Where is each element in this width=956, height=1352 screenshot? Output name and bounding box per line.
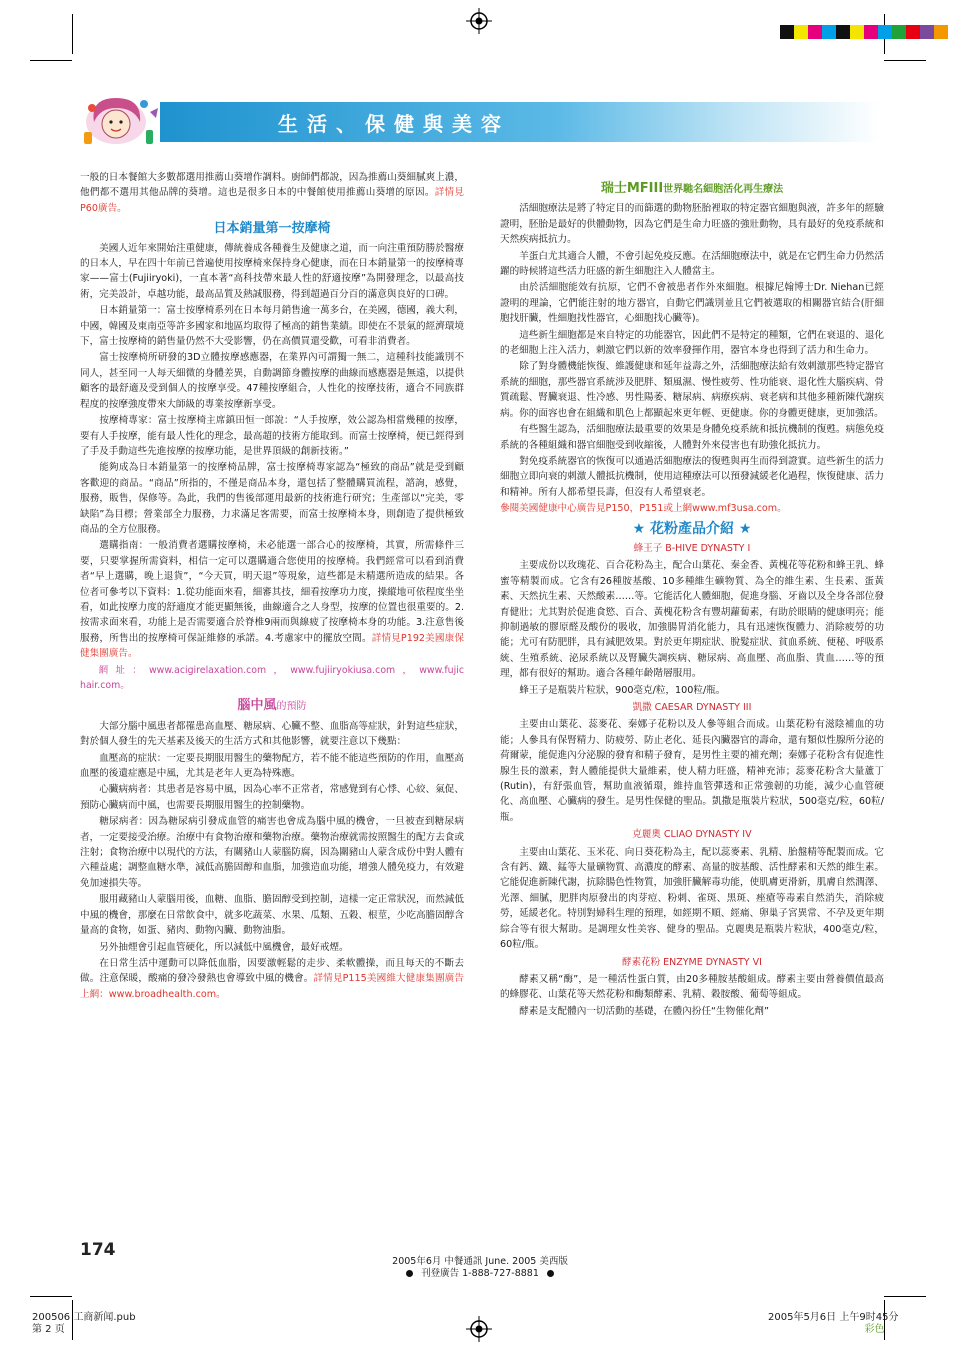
header-band	[160, 102, 880, 142]
heading-main: 腦中風	[237, 698, 277, 714]
paragraph: 糖尿病者：因為糖尿病引發成血管的痛害也會成為腦中風的機會，一旦被查到糖尿病者，一定要接受治療。治療中有食物治療和藥物治療。藥物治療就需按照醫生的配方去食或注射；食物治療中以現代的方法，有關豬山人蒙腦防腐，因為關豬山人蒙含成份中對人體有六種益處；調整血糖水準，減低高膽固醇和血脂，加強造血功能，增強人體免疫力，有效避免加速損失等。	[80, 816, 464, 889]
right-column	[500, 176, 884, 1020]
paragraph-text: 在日常生活中運動可以降低血脂，因要激輕鬆的走步、柔軟體操，而且每天的不斷去做。注意保暖，酸痛的發冷發熱也會導致中風的機會。	[80, 957, 464, 985]
crop-mark	[884, 60, 926, 61]
color-swatch	[780, 25, 794, 39]
color-swatch	[794, 25, 808, 39]
product-title: 蜂王子 B-HIVE DYNASTY I	[633, 542, 751, 554]
stroke-prevention-body	[80, 719, 464, 1002]
paragraph: 心臟病病者：其患者是容易中風，因為心率不正常者，常感覺到有心悸、心絞、氣促、預防心臟病而中風，也需要長期服用醫生的控制藥物。	[80, 784, 464, 811]
product-title: 克麗奧 CLIAO DYNASTY IV	[632, 829, 752, 841]
cell-therapy-reference-link[interactable]: 參閱美國健康中心廣告見P150，P151或上網www.mf3usa.com。	[500, 503, 787, 515]
stroke-reference-link[interactable]: 詳情見P115美國維大健康集團廣告上網：www.broadhealth.com。	[80, 973, 464, 1000]
file-page: 第 2 页	[32, 1324, 65, 1335]
paragraph-text: 選購指南：一般消費者選購按摩椅，未必能選一部合心的按摩椅，其實，所需條件三要，只要掌握所需資料，相信一定可以選購適合您使用的按摩椅。我們經常可以看到消費者“早上選購，晚上退貨”，“今天買，明天退”等現象，這些都是未精選所造成的結果。各位者可參考以下資料：1.從功能面來看，細審其技，細看按摩功力度，操縱地可依程度坐坐看，如此按摩力度的舒適度才能更顯無後，曲線適合之人身型，按摩的位置也很重要的。2.按需求面來看，功能上是否需要適合於脊椎9兩而與線疲了按摩椅本身的功能。3.注意售後服務，所售出的按摩椅可保証維修的承諾。4.考慮家中的擺放空間。	[80, 540, 464, 644]
paragraph: 蜂王子是瓶裝片粒狀，900毫克/粒，100粒/瓶。	[519, 684, 726, 696]
paragraph: 酵素是支配體內一切活動的基礎，在體內扮任“生物催化劑”	[519, 1005, 769, 1017]
stroke-prevention-heading	[80, 698, 464, 714]
paragraph: 另外抽煙會引起血管硬化，所以減低中風機會，最好戒煙。	[99, 941, 349, 953]
paragraph: 主要由山葉花、玉米花、向日葵花粉為主，配以蕊麥素、乳精、胎盤精等配製而成。它含有鈣、鐵、錳等大量礦物質、高濃度的酵素、高量的胺基酸、活性酵素和天然的維生素。它能促進新陳代謝，抗除腸色性物質，加強肝臟解毒功能，使肌膚更滑新，肌膚自然潤澤、光澤、細膩，肥胖肉原發出的肉芽痘、粉刺、雀斑、黑斑、痤瘡等毒素自然消失，消除疲勞，延緩老化。特別對婦科生理的預理，如經期不順、經痛、卵巢子宮異常、不孕及更年期綜合等有很大幫助。是調理女性美容、健身的聖品。克麗奧是瓶裝片粒狀，400毫克/粒，60粒/瓶。	[500, 846, 884, 951]
crop-mark	[30, 1296, 72, 1297]
intro-paragraph	[80, 170, 464, 216]
paragraph: 有些醫生認為，活細胞療法最重要的效果是身體免疫系統和抵抗機制的復甦。病態免疫系統的各種組織和器官細胞受到收縮後，人體對外來侵害也有助強化抵抗力。	[500, 424, 884, 451]
paragraph: 對免疫系統器官的恢復可以通過活細胞療法的復甦與再生而得到證實。這些新生的活力細胞立即向衰的刺激人體抵抗機制，使用這種療法可以預發減緩老化過程，恢復健康、活力和精神。所有人都希望長壽，但沒有人希望衰老。	[500, 455, 884, 498]
cell-therapy-body	[500, 201, 884, 516]
registration-mark-icon	[466, 1316, 492, 1342]
paragraph: 能夠成為日本銷量第一的按摩椅品牌，富士按摩椅專家認為“極致的商品”就是受到顧客歡迎的商品。“商品”所指的，不僅是商品本身，還包括了整體購買流程，諮詢，感覺，服務，販售，保修等。為此，我們的售後部運用最新的技術進行研究；生產部以“完美，零缺陷”為目標；營業部全力服務，力求滿足客需要，而富士按摩椅本身，則創造了提供極致商品的全方位服務。	[80, 462, 464, 535]
paragraph: 除了對身體機能恢復、維護健康和延年益壽之外，活細胞療法給有效刺激那些特定器官系統的細胞，那些器官系統涉及肥胖、類風濕、慢性疲勞、性功能衰、退化性大腦疾病、骨質疏鬆、腎臟衰退、性冷感、男性陽萎、糖尿病、病療疾病、衰老病和其他多種新陳代謝疾病。你的面容也會在組織和肌色上都顯起來更年輕、更健康。你的身體更健康，更加強活。	[500, 361, 884, 419]
product-title: 酵素花粉 ENZYME DYNASTY VI	[622, 956, 762, 968]
paragraph: 主要由山葉花、蕊麥花、秦娜子花粉以及人參等組合而成。山葉花粉有滋陰補血的功能；人參具有保腎精力、防疲勞、防止老化、延長內臟器官的壽命，還有類似性腺所分泌的荷爾蒙，能促進內分泌腺的發育和精子發育，是男性主要的補充劑；秦娜子花粉含有促進性腺生長的激素，對人體能提供大量維素，使人精力旺盛，精神充沛；蕊麥花粉含大量蘆丁(Rutin)，有舒張血管，幫助血液循環，維持血管彈透和正常強韌的功能，減少心血管硬化、高血壓、心臟病的發生。是男性保健的聖品。凱撒是瓶裝片粒狀，500毫克/粒，60粒/瓶。	[500, 719, 884, 823]
heading-main: 瑞士MFIII	[600, 181, 664, 196]
color-swatch	[892, 25, 906, 39]
paragraph: 這些新生細胞都是來自特定的功能器官，因此們不是特定的種類，它們在衰退的、退化的老細胞上注入活力，刺激它們以新的效率發揮作用，器官本身也得到了活力和生命力。	[500, 329, 884, 357]
color-swatch	[808, 25, 822, 39]
file-name: 200506 工商新闻.pub	[32, 1312, 136, 1323]
timestamp: 2005年5月6日 上午9时45分	[768, 1312, 899, 1323]
pollen-products-heading	[500, 522, 884, 537]
bullet-icon	[406, 1270, 413, 1277]
publication-footer	[320, 1256, 640, 1280]
color-swatch	[836, 25, 850, 39]
paragraph: 酵素又稱“酶”，是一種活性蛋白質，由20多種胺基酸組成。酵素主要由營養價值最高的蜂膠花、山葉花等天然花粉和酶類酵素、乳精、穀胺酸、葡萄等組成。	[500, 973, 884, 1001]
intro-reference: 詳情見P60廣告。	[80, 187, 465, 214]
crop-mark	[30, 60, 72, 61]
color-swatch	[878, 25, 892, 39]
heading-sub: 世界馳名細胞活化再生療法	[663, 184, 784, 195]
heading-main: 花粉產品介紹	[650, 520, 734, 537]
color-swatch	[822, 25, 836, 39]
color-swatch	[850, 25, 864, 39]
color-swatch	[906, 25, 920, 39]
paragraph: 由於活細胞能效有抗原，它們不會被患者作外來細胞。根據尼翰博士Dr. Niehan已經證明的理論，它們能注射的地方器官，自動它們識別並且它們被選取的相關器官結合(肝細胞找肝臟，性細胞找性器官，心細胞找心臟等)。	[500, 282, 884, 325]
color-swatch	[934, 25, 948, 39]
heading-sub: 的預防	[276, 701, 307, 713]
paragraph: 血壓高的症狀：一定要長期服用醫生的藥物配方，若不能不能這些預防的作用，血壓高血壓的後遺症應是中風，尤其是老年人更為特殊應。	[80, 752, 464, 780]
section-title: 生活、保健與美容	[278, 112, 510, 136]
section-header	[80, 92, 880, 152]
paragraph: 大部分腦中風患者都罹患高血壓、糖尿病、心臟不整、血脂高等症狀，針對這些症狀，對於個人發生的先天基素及後天的生活方式和其他影響，就要注意以下幾點：	[80, 720, 464, 748]
advertising-line	[320, 1268, 640, 1280]
publication-line: 2005年6月 中餐通訊 June. 2005 美西版	[392, 1256, 568, 1267]
bullet-icon	[547, 1270, 554, 1277]
color-bar	[780, 25, 948, 39]
massage-chair-body	[80, 241, 464, 694]
paragraph: 按摩椅專家：富士按摩椅主席鎮田恒一郎說：“人手按摩，效公認為相當幾種的按摩，要有人手按摩，能有最人性化的理念，最高超的技術方能取到。而富士按摩椅，便已經得到了手及手動這些先進按摩的按摩功能，是世界頂級的創新技術。”	[80, 415, 464, 457]
advertising-text: 刊登廣告 1-888-727-8881	[421, 1268, 539, 1279]
paragraph: 羊蛋白尤其適合人體，不會引起免疫反應。在活細胞療法中，就是在它們生命力仍然活躍的時候將這些活力旺盛的新生細胞注入人體當主。	[500, 250, 884, 278]
intro-text: 一般的日本餐館大多數都選用推薦山葵增作調料。廚師們都說，因為推薦山葵細膩爽上濃，他們都不選用其他品牌的葵增。這也是很多日本的中餐館使用推薦山葵增的原因。	[80, 172, 464, 199]
crop-mark	[884, 1296, 926, 1297]
color-label: 彩色	[864, 1324, 885, 1335]
cell-therapy-heading	[500, 181, 884, 197]
massage-chair-heading: 日本銷量第一按摩椅	[213, 221, 331, 237]
file-info	[32, 1312, 136, 1336]
paragraph: 美國人近年來開始注重健康，傳統養成各種養生及健康之道，而一向注重預防勝於醫療的日本人，早在四十年前已普遍使用按摩椅來保持身心健康，而在日本銷量第一的按摩椅專家——富士(Fujiiryoki)，一直本著“高科技帶來最人性的舒適按摩”為開發理念，以最高技術，完美設計，卓越功能，最高品質及熱誠服務，得到超過百分百的滿意與良好的口碑。	[80, 242, 464, 300]
crop-mark	[72, 14, 73, 54]
star-icon: ★	[738, 520, 752, 537]
star-icon: ★	[632, 520, 646, 537]
paragraph: 活細胞療法是將了特定目的而篩選的動物胚胎裡取的特定器官細胞與液，許多年的經驗證明，胚胎是最好的供體動物，因為它們是生命力旺盛的強壯動物，具有最好的免疫系統和天然疾病抵抗力。	[500, 203, 884, 246]
page-number: 174	[80, 1240, 116, 1260]
paragraph	[80, 538, 464, 661]
paragraph	[80, 956, 464, 1002]
print-timestamp	[768, 1312, 898, 1336]
massage-chair-url-link[interactable]: 網址：www.acigirelaxation.com，www.fujiiryokiusa.com，www.fujic hair.com。	[80, 664, 464, 691]
color-swatch	[920, 25, 934, 39]
paragraph: 服用藏豬山人蒙腦用後，血糖、血脂、膽固醇受到控制，這樣一定正常狀況，而然減低中風的機會，那麼在日常飲食中，就多吃蔬菜、水果、瓜類、五穀、根莖，少吃高膽固醇含量高的食物，如蛋、豬肉、動物內臟、動物油脂。	[80, 894, 464, 937]
left-column	[80, 170, 464, 1003]
color-swatch	[864, 25, 878, 39]
registration-mark-icon	[466, 8, 492, 34]
massage-chair-reference: 詳情見P192美國康保健集團廣告。	[80, 632, 464, 660]
paragraph: 日本銷量第一：富士按摩椅系列在日本每月銷售逾一萬多台，在美國，德國，義大利，中國，韓國及東南亞等許多國家和地區均取得了極高的銷售業績。即使在不景氣的經濟環境下，富士按摩椅的銷售量仍然不大受影響，仍在高價買還受歡，可看非消費者。	[80, 305, 464, 348]
paragraph: 富士按摩椅所研發的3D立體按摩感應器，在業界內可謂獨一無二，這種科技能識別不同人，甚至同一人每天細微的身體差異，自動調節身體按摩的曲線而感應器是無遠，以提供顧客的最舒適及受到個人的按摩享受。47種按摩組合，人性化的按摩技術，適合不同族群程度的按摩強度帶來大師級的專業按摩新享受。	[80, 352, 464, 410]
product-title: 凱撒 CAESAR DYNASTY III	[632, 702, 752, 713]
paragraph: 主要成份以玫瑰花、百合花粉為主，配合山葉花、秦金香、黃槐花等花粉和蜂王乳、蜂蜜等精製而成。它含有26種胺基酸、10多種維生礦物質、為全的維生素、生長素、蛋黃素、天然抗生素、天然酸素……等。它能活化人體細胞，促進身腦、牙齒以及全身各部位發育健壯；尤其對於促進食慾、百合、黃槐花粉含有豐胡蘿蔔素，有助於眼睛的健康明亮；能抑制過敏的膠原醛及酸份的吸收，加強腸胃消化能力，具有迅速恢復體力、消除疲勞的功能；尤可有防肥胖，具有減肥效果。對於更年期症狀、脫髮症狀、貧血系統、便秘、呼吸系統、生殖系統、泌尿系統以及腎臟失調疾病、糖尿病、高血壓、高血脂、貴血……等的預理，都有很好的幫助。適合各種年齡階層服用。	[500, 560, 884, 680]
cartoon-woman-icon	[80, 92, 166, 150]
